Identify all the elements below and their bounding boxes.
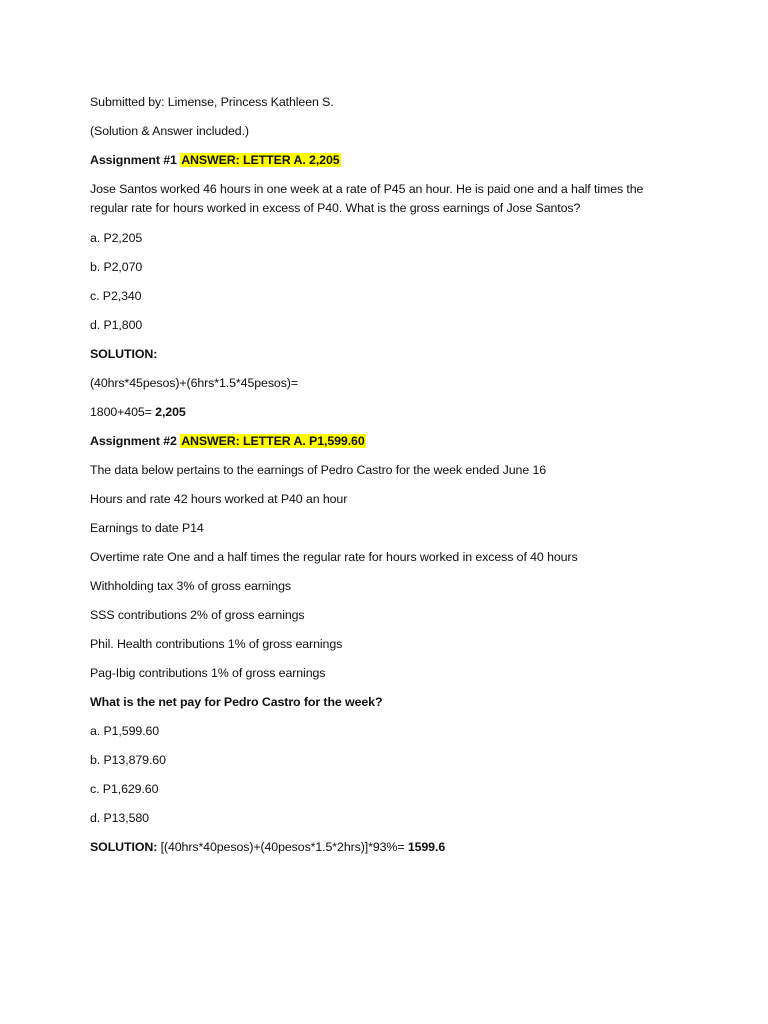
assignment2-label: Assignment #2: [90, 434, 177, 448]
assignment2-heading: [90, 432, 690, 451]
assignment1-solution-result: 2,205: [155, 405, 186, 419]
assignment2-detail: Phil. Health contributions 1% of gross earnings: [90, 637, 343, 651]
assignment2-solution: [90, 838, 690, 857]
assignment1-solution-label: SOLUTION:: [90, 347, 158, 361]
assignment1-heading: [90, 151, 690, 170]
assignment1-answer: ANSWER: LETTER A. 2,205: [181, 153, 340, 167]
assignment1-solution-prefix: 1800+405=: [90, 405, 156, 419]
assignment2-choice-c: c. P1,629.60: [90, 782, 159, 796]
assignment1-label: Assignment #1: [90, 153, 177, 167]
assignment1-choice-a: a. P2,205: [90, 231, 143, 245]
assignment2-detail: Overtime rate One and a half times the regular rate for hours worked in excess of 40 hours: [90, 550, 578, 564]
assignment1-choice-c: c. P2,340: [90, 289, 142, 303]
assignment2-choice-d: d. P13,580: [90, 811, 149, 825]
assignment2-choice-b: b. P13,879.60: [90, 753, 166, 767]
assignment2-detail: Pag-Ibig contributions 1% of gross earnings: [90, 666, 326, 680]
assignment2-question: What is the net pay for Pedro Castro for the week?: [90, 695, 383, 709]
assignment1-question: Jose Santos worked 46 hours in one week at a rate of P45 an hour. He is paid one and a half times the regular rate for hours worked in excess of P40. What is the gross earnings of Jose Santos?: [90, 182, 644, 215]
assignment2-solution-text: [(40hrs*40pesos)+(40pesos*1.5*2hrs)]*93%=: [157, 840, 408, 854]
assignment2-answer: ANSWER: LETTER A. P1,599.60: [181, 434, 365, 448]
assignment2-solution-label: SOLUTION:: [90, 840, 158, 854]
assignment2-choice-a: a. P1,599.60: [90, 724, 160, 738]
assignment2-solution-result: 1599.6: [407, 840, 446, 854]
assignment1-solution-line1: (40hrs*45pesos)+(6hrs*1.5*45pesos)=: [90, 376, 298, 390]
note: (Solution & Answer included.): [90, 124, 249, 138]
assignment1-choice-b: b. P2,070: [90, 260, 143, 274]
assignment2-detail: SSS contributions 2% of gross earnings: [90, 608, 305, 622]
assignment2-detail: Withholding tax 3% of gross earnings: [90, 579, 291, 593]
assignment2-detail: Hours and rate 42 hours worked at P40 an hour: [90, 492, 348, 506]
assignment1-choice-d: d. P1,800: [90, 318, 143, 332]
submitted-by: Submitted by: Limense, Princess Kathleen S.: [90, 95, 334, 109]
assignment2-intro: The data below pertains to the earnings of Pedro Castro for the week ended June 16: [90, 463, 547, 477]
assignment2-detail: Earnings to date P14: [90, 521, 204, 535]
assignment1-solution-line2: [90, 403, 690, 422]
